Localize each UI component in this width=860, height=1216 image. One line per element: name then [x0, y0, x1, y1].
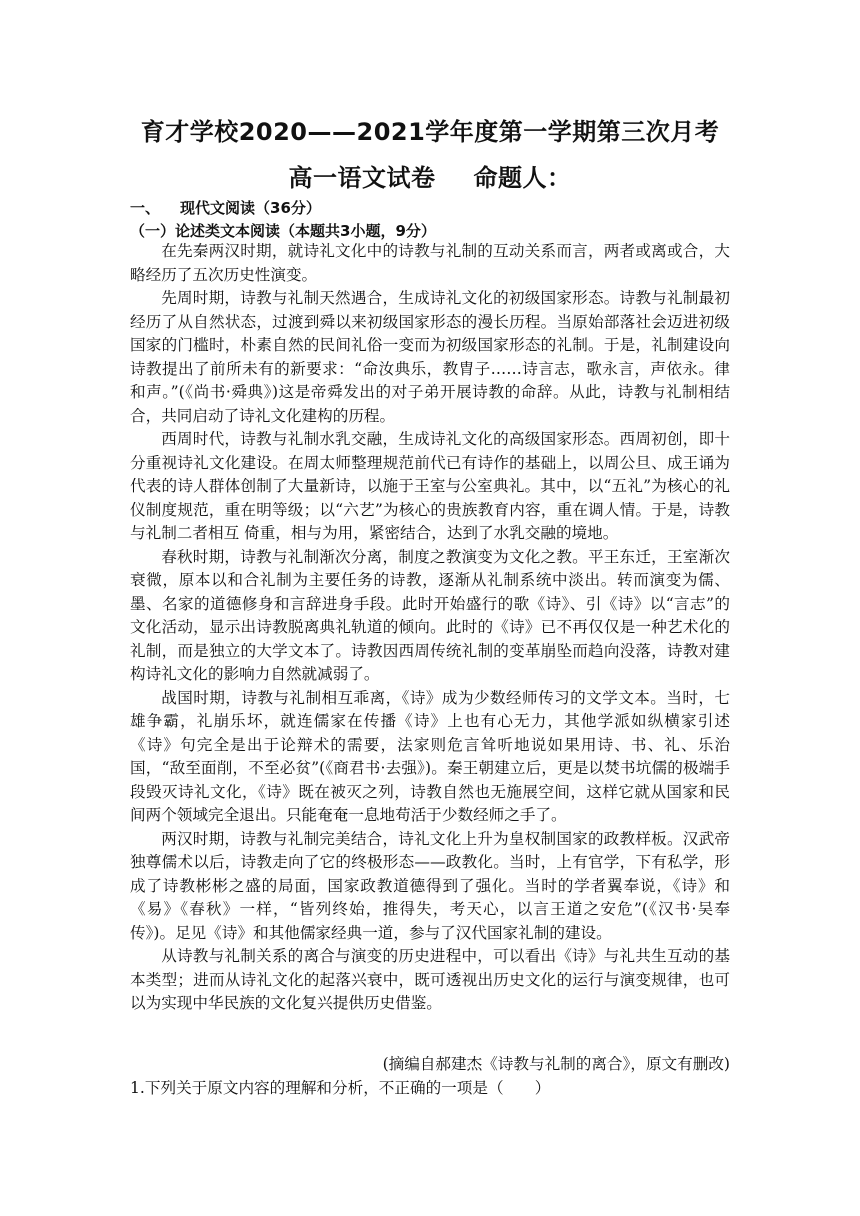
article-paragraph: 从诗教与礼制关系的离合与演变的历史进程中，可以看出《诗》与礼共生互动的基本类型；进而从诗礼文化的起落兴衰中，既可透视出历史文化的运行与演变规律，也可以为实现中华民族的文化复兴提供历史借鉴。: [130, 947, 730, 1012]
article-body: [130, 240, 730, 1016]
article-paragraph: 战国时期，诗教与礼制相互乖离，《诗》成为少数经师传习的文学文本。当时，七雄争霸，礼崩乐坏，就连儒家在传播《诗》上也有心无力，其他学派如纵横家引述《诗》句完全是出于论辩术的需要，法家则危言耸听地说如果用诗、书、礼、乐治国，“敌至面削，不至必贫”(《商君书·去强》)。秦王朝建立后，更是以焚书坑儒的极端手段毁灭诗礼文化，《诗》既在被灭之列，诗教自然也无施展空间，这样它就从国家和民间两个领域完全退出。只能奄奄一息地苟活于少数经师之手了。: [130, 688, 730, 824]
article-paragraph: 两汉时期，诗教与礼制完美结合，诗礼文化上升为皇权制国家的政教样板。汉武帝独尊儒术以后，诗教走向了它的终极形态——政教化。当时，上有官学，下有私学，形成了诗教彬彬之盛的局面，国家政教道德得到了强化。当时的学者翼奉说，《诗》和《易》《春秋》一样，“皆列终始，推得失，考天心，以言王道之安危”(《汉书·吴奉传》)。足见《诗》和其他儒家经典一道，参与了汉代国家礼制的建设。: [130, 829, 730, 942]
article-paragraph: 西周时代，诗教与礼制水乳交融，生成诗礼文化的高级国家形态。西周初创，即十分重视诗礼文化建设。在周太师整理规范前代已有诗作的基础上，以周公旦、成王诵为代表的诗人群体创制了大量新诗，以施于王室与公室典礼。其中，以“五礼”为核心的礼仪制度规范，重在明等级；以“六艺”为核心的贵族教育内容，重在调人情。于是，诗教与礼制二者相互 倚重，相与为用，紧密结合，达到了水乳交融的境地。: [130, 430, 730, 542]
part-heading: [130, 197, 321, 218]
article-paragraph: 先周时期，诗教与礼制天然遇合，生成诗礼文化的初级国家形态。诗教与礼制最初经历了从自然状态，过渡到舜以来初级国家形态的漫长历程。当原始部落社会迈进初级国家的门槛时，朴素自然的民间礼俗一变而为初级国家形态的礼制。于是，礼制建设向诗教提出了前所未有的新要求：“命汝典乐，教胄子……诗言志，歌永言，声依永。律和声。”(《尚书·舜典》)这是帝舜发出的对子弟开展诗教的命辞。从此，诗教与礼制相结合，共同启动了诗礼文化建构的历程。: [130, 289, 730, 425]
article-paragraph: 在先秦两汉时期，就诗礼文化中的诗教与礼制的互动关系而言，两者或离或合，大略经历了五次历史性演变。: [130, 242, 730, 284]
exam-subtitle: [0, 158, 860, 193]
exam-title: 育才学校2020——2021学年度第一学期第三次月考: [140, 118, 720, 146]
subsection-heading: （一）论述类文本阅读（本题共3小题，9分）: [130, 222, 436, 240]
article-paragraph: 春秋时期，诗教与礼制渐次分离，制度之教演变为文化之教。平王东迁，王室渐次衰微，原本以和合礼制为主要任务的诗教，逐渐从礼制系统中淡出。转而演变为儒、墨、名家的道德修身和言辞进身手段。此时开始盛行的歌《诗》、引《诗》以“言志”的文化活动，显示出诗教脱离典礼轨道的倾向。此时的《诗》已不再仅仅是一种艺术化的礼制，而是独立的大学文本了。诗教因西周传统礼制的变革崩坠而趋向没落，诗教对建构诗礼文化的影响力自然就减弱了。: [130, 547, 730, 683]
paper-name: 高一语文试卷: [288, 164, 436, 192]
part-label: 现代文阅读（36分）: [180, 199, 321, 217]
part-number: 一、: [130, 199, 161, 217]
article-source: (摘编自郝建杰《诗教与礼制的离合》，原文有删改): [382, 1055, 730, 1073]
author-label: 命题人：: [473, 164, 572, 192]
question-1: 1.下列关于原文内容的理解和分析，不正确的一项是（ ）: [130, 1079, 551, 1097]
